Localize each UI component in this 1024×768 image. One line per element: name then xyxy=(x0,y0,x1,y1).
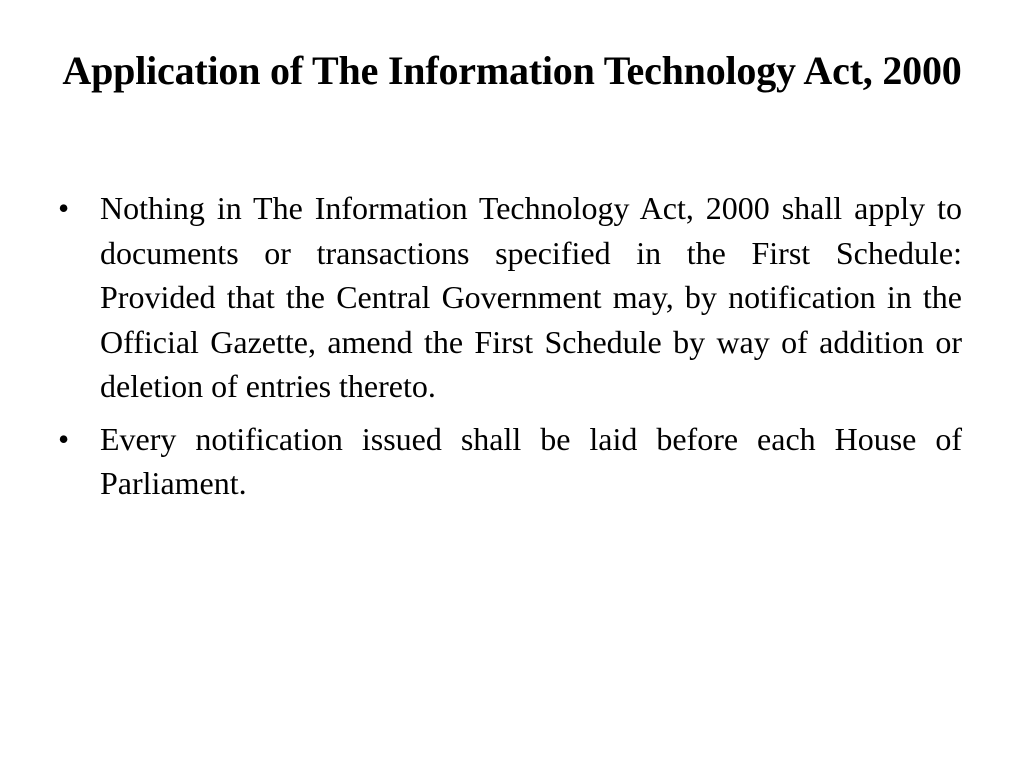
slide-title: Application of The Information Technology Act, 2000 xyxy=(62,48,962,93)
bullet-icon: • xyxy=(58,190,70,226)
bullet-text: Every notification issued shall be laid before each House of Parliament. xyxy=(100,420,962,501)
bullet-item xyxy=(58,417,962,506)
bullet-icon: • xyxy=(58,420,70,457)
bullet-list xyxy=(58,186,962,514)
bullet-text: Nothing in The Information Technology Act, 2000 shall apply to documents or transactions specified in the First Schedule: Provided that the Central Government may, by notification in the Official Gazette, amend the First Schedule by way of addition or deletion of entries thereto. xyxy=(100,190,962,404)
bullet-item xyxy=(58,186,962,409)
